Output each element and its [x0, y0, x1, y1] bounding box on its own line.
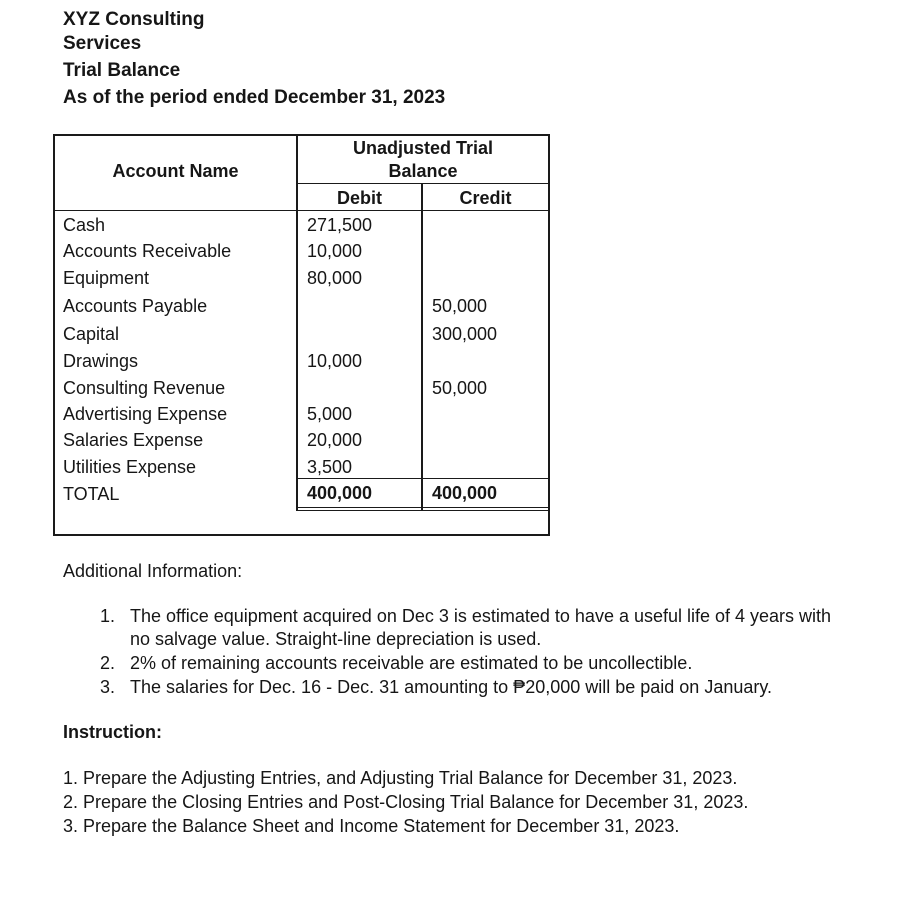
instruction-item: 3. Prepare the Balance Sheet and Income Statement for December 31, 2023.	[63, 816, 680, 836]
double-rule-under-total	[296, 510, 550, 511]
row-credit: 50,000	[432, 296, 488, 316]
instruction-item: 2. Prepare the Closing Entries and Post-Closing Trial Balance for December 31, 2023.	[63, 792, 749, 812]
row-debit: 5,000	[307, 404, 353, 424]
row-account: Advertising Expense	[63, 404, 228, 424]
list-item-text: The office equipment acquired on Dec 3 is estimated to have a useful life of 4 years with	[130, 606, 832, 626]
row-account: Equipment	[63, 268, 150, 288]
instruction-heading: Instruction:	[63, 722, 162, 742]
column-header-credit: Credit	[459, 188, 512, 208]
row-debit: 3,500	[307, 457, 353, 477]
row-credit: 50,000	[432, 378, 488, 398]
row-account: Accounts Receivable	[63, 241, 232, 261]
group-header-line2: Balance	[388, 161, 458, 181]
row-account: Cash	[63, 215, 106, 235]
report-period: As of the period ended December 31, 2023	[63, 87, 446, 108]
table-border-right	[548, 134, 550, 536]
row-account: Utilities Expense	[63, 457, 197, 477]
rule-under-group-header	[296, 183, 550, 184]
row-debit: 271,500	[307, 215, 373, 235]
row-account: Accounts Payable	[63, 296, 208, 316]
row-debit: 10,000	[307, 351, 363, 371]
list-item-text: 2% of remaining accounts receivable are estimated to be uncollectible.	[130, 653, 693, 673]
list-item-text: The salaries for Dec. 16 - Dec. 31 amounting to ₱20,000 will be paid on January.	[130, 677, 773, 697]
row-account: Consulting Revenue	[63, 378, 226, 398]
row-account: Salaries Expense	[63, 430, 204, 450]
rule-under-column-header	[53, 210, 550, 211]
total-debit: 400,000	[307, 483, 373, 503]
list-item-number: 1.	[100, 606, 116, 626]
total-label: TOTAL	[63, 484, 120, 504]
table-border-top	[53, 134, 550, 136]
column-header-account: Account Name	[112, 161, 239, 181]
group-header-line1: Unadjusted Trial	[352, 138, 494, 158]
instruction-item: 1. Prepare the Adjusting Entries, and Adjusting Trial Balance for December 31, 2023.	[63, 768, 738, 788]
row-debit: 20,000	[307, 430, 363, 450]
table-border-bottom	[53, 534, 550, 536]
list-item-text-continued: no salvage value. Straight-line depreciation is used.	[130, 629, 542, 649]
list-item-number: 2.	[100, 653, 116, 673]
table-border-left	[53, 134, 55, 536]
total-credit: 400,000	[432, 483, 498, 503]
row-credit: 300,000	[432, 324, 498, 344]
row-account: Capital	[63, 324, 120, 344]
company-name-line1: XYZ Consulting	[63, 9, 205, 30]
rule-under-total	[296, 507, 550, 508]
company-name-line2: Services	[63, 33, 142, 54]
list-item-number: 3.	[100, 677, 116, 697]
divider-debit-credit	[421, 183, 423, 510]
rule-above-total	[296, 478, 550, 479]
report-title: Trial Balance	[63, 60, 181, 81]
column-header-debit: Debit	[337, 188, 382, 208]
additional-info-heading: Additional Information:	[63, 561, 243, 581]
row-debit: 80,000	[307, 268, 363, 288]
row-account: Drawings	[63, 351, 139, 371]
row-debit: 10,000	[307, 241, 363, 261]
